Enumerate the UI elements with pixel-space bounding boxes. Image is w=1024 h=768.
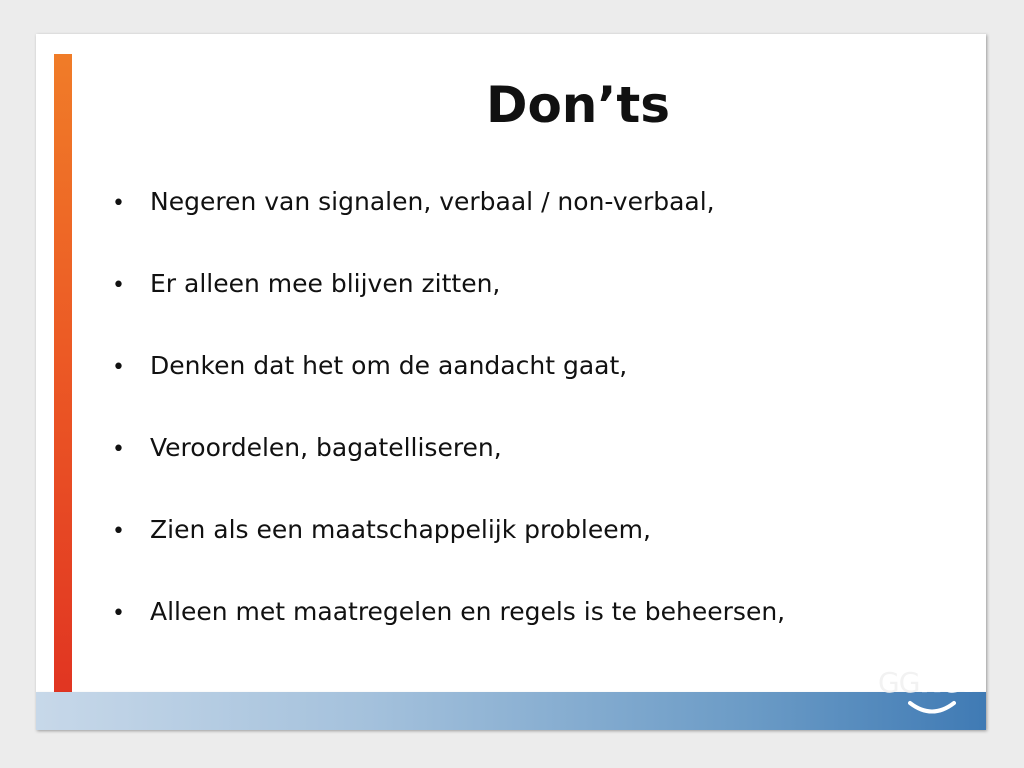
bullet-item xyxy=(112,512,785,594)
bullet-text: Er alleen mee blijven zitten, xyxy=(150,269,501,298)
bullet-text: Denken dat het om de aandacht gaat, xyxy=(150,351,628,380)
bullet-icon: • xyxy=(112,355,125,380)
bullet-icon: • xyxy=(112,191,125,216)
bullet-text: Zien als een maatschappelijk probleem, xyxy=(150,515,651,544)
logo-bold-text: Net xyxy=(919,666,973,699)
smile-swoosh-icon xyxy=(908,700,956,716)
bullet-item xyxy=(112,266,785,348)
logo-light-text: GG xyxy=(878,666,920,699)
bullet-text: Negeren van signalen, verbaal / non-verbaal, xyxy=(150,187,715,216)
logo-wordmark xyxy=(878,666,972,699)
bullet-item xyxy=(112,184,785,266)
bullet-icon: • xyxy=(112,437,125,462)
bullet-icon: • xyxy=(112,601,125,626)
bullet-item xyxy=(112,594,785,676)
slide xyxy=(36,34,986,730)
bullet-icon: • xyxy=(112,519,125,544)
accent-bar xyxy=(54,54,72,714)
footer-band xyxy=(36,692,986,730)
bullet-text: Alleen met maatregelen en regels is te beheersen, xyxy=(150,597,786,626)
bullet-list xyxy=(112,184,785,676)
bullet-icon: • xyxy=(112,273,125,298)
slide-title: Don’ts xyxy=(485,76,671,134)
ggnet-logo xyxy=(878,666,978,722)
bullet-item xyxy=(112,430,785,512)
bullet-text: Veroordelen, bagatelliseren, xyxy=(150,433,502,462)
bullet-item xyxy=(112,348,785,430)
